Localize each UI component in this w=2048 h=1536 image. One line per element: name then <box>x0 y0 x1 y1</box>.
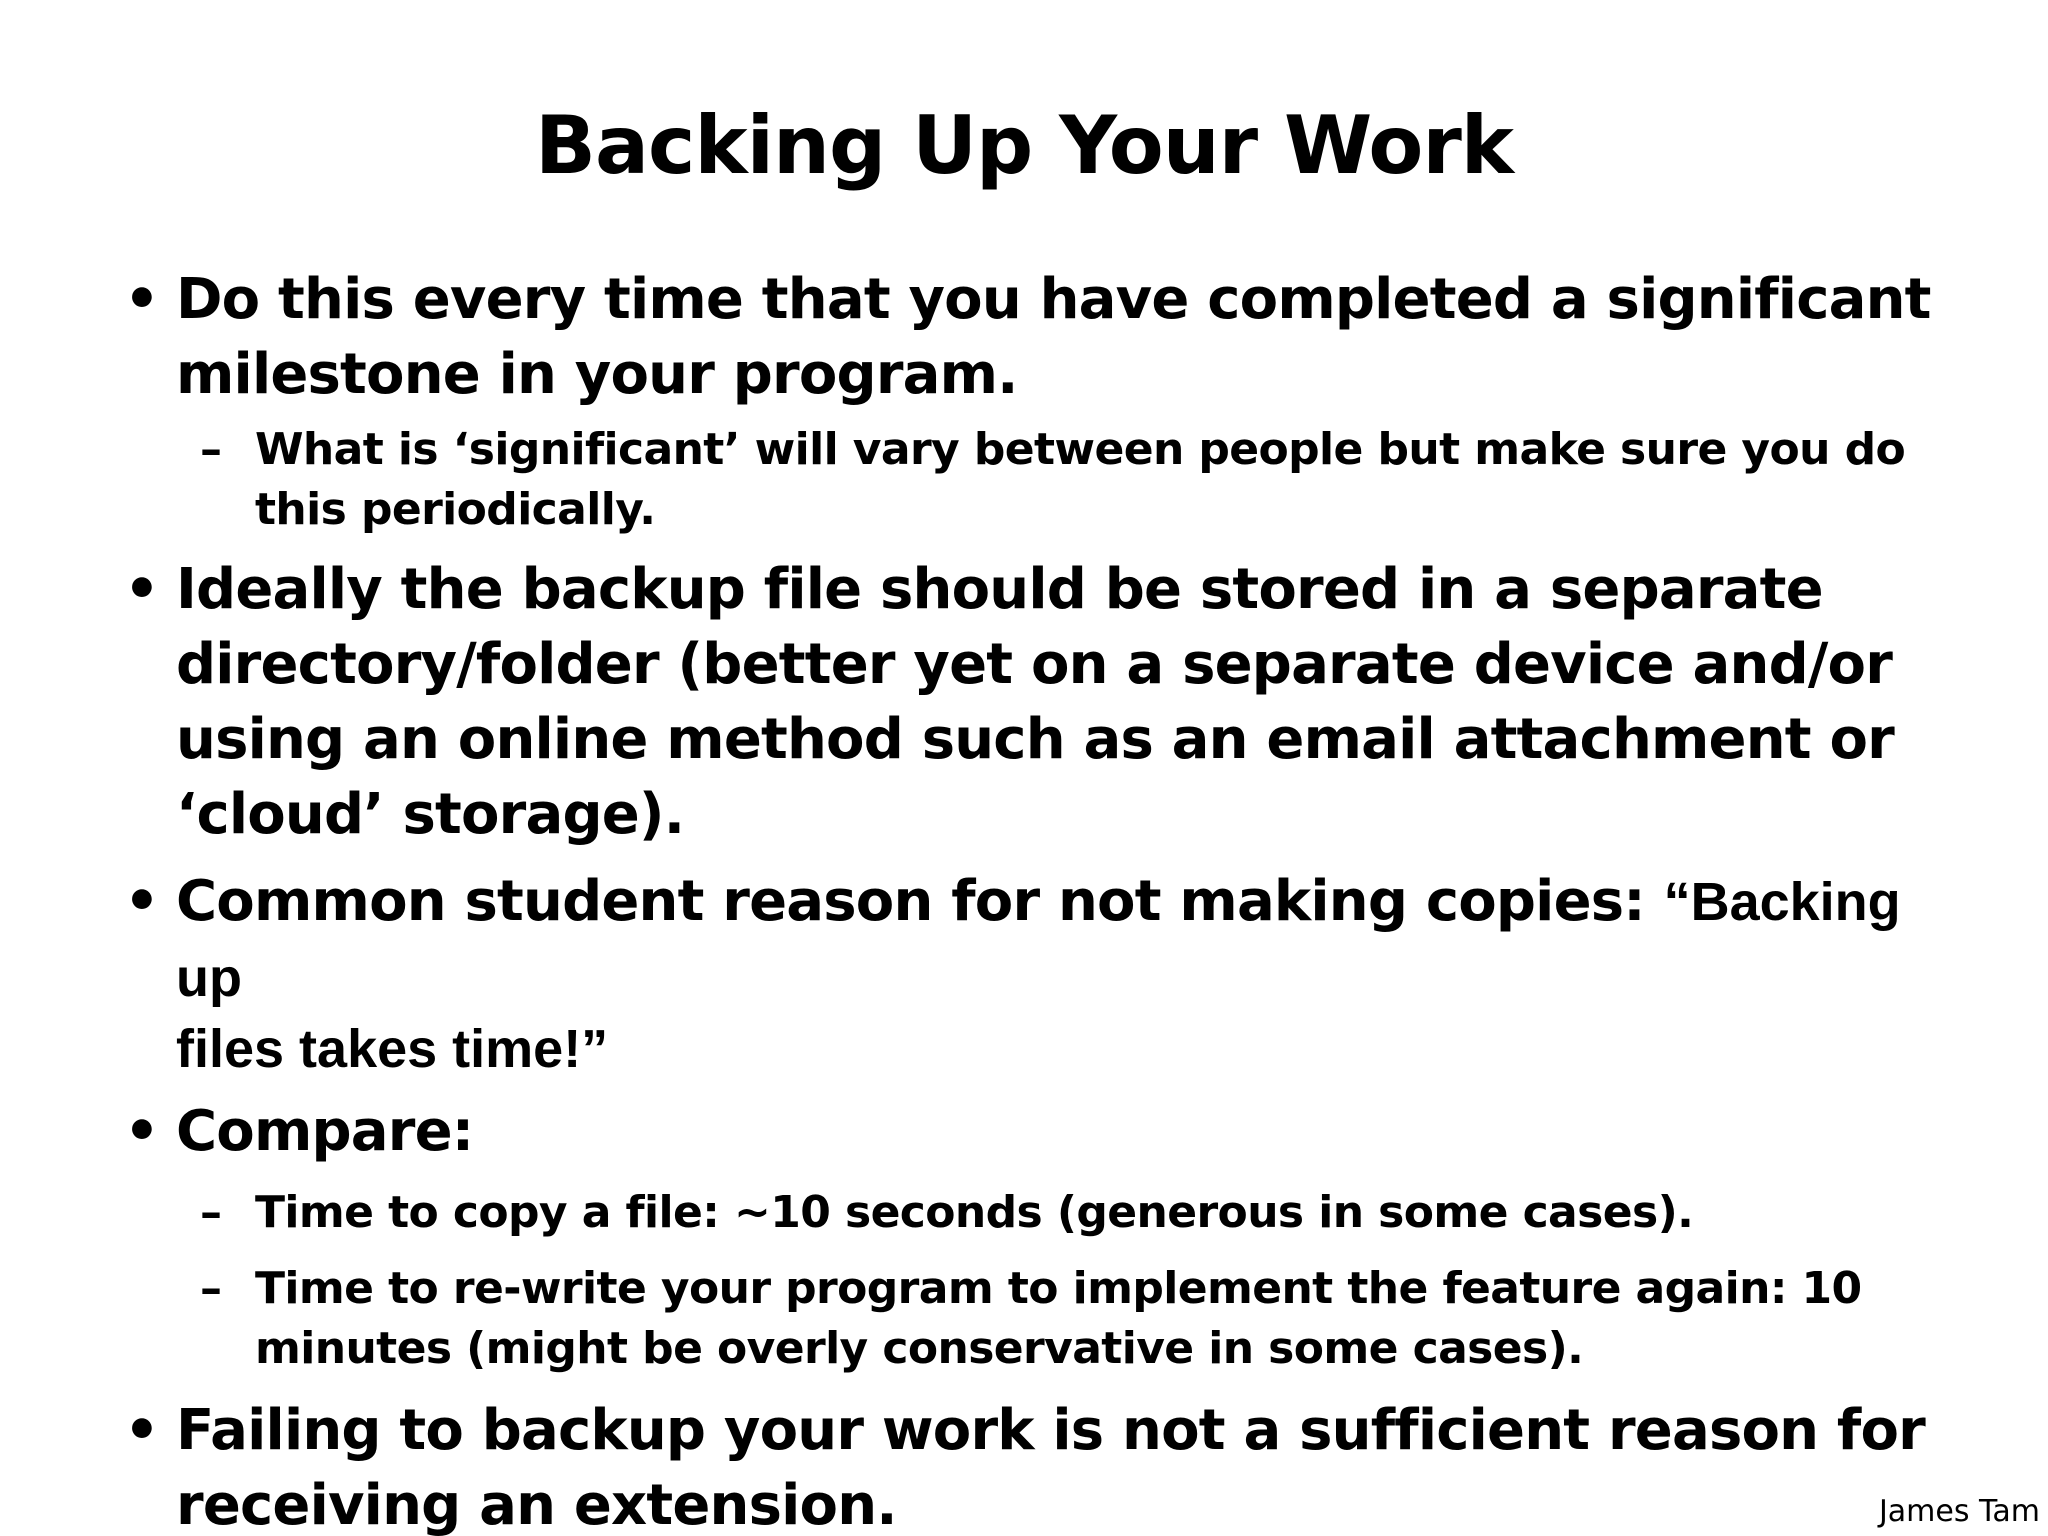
sub-bullet-marker: – <box>200 424 222 475</box>
bullet-quote: “Backing up <box>176 872 1901 1008</box>
bullet-marker: • <box>124 267 159 332</box>
bullet-text: Failing to backup your work is not a sufficient reason for receiving an extension. <box>176 1398 1925 1536</box>
sub-bullet-marker: – <box>200 1187 222 1238</box>
slide-title: Backing Up Your Work <box>535 99 1513 192</box>
bullet-text: Do this every time that you have completed a significant milestone in your program. <box>176 267 1931 407</box>
bullet-quote-continued: files takes time!” <box>176 1019 609 1079</box>
bullet-marker: • <box>124 869 159 934</box>
sub-bullet-text: Time to copy a file: ~10 seconds (generous in some cases). <box>255 1187 1694 1238</box>
bullet-marker: • <box>124 1398 159 1463</box>
footer-author: James Tam <box>1878 1494 2040 1529</box>
sub-bullet-text: Time to re-write your program to implement the feature again: 10 minutes (might be overly conservative in some cases). <box>255 1263 1862 1374</box>
bullet-text: Common student reason for not making copies: <box>176 869 1664 934</box>
bullet-item <box>120 262 1980 412</box>
sub-bullet-item <box>120 1259 1980 1379</box>
bullet-item <box>120 864 1980 1082</box>
bullet-text: Ideally the backup file should be stored in a separate directory/folder (better yet on a separate device and/or using an online method such as an email attachment or ‘cloud’ storage). <box>176 557 1894 847</box>
bullet-marker: • <box>124 557 159 622</box>
bullet-item <box>120 1094 1980 1169</box>
bullet-text: Compare: <box>176 1099 474 1164</box>
slide-content <box>120 262 1980 1536</box>
bullet-item <box>120 1393 1980 1536</box>
bullet-marker: • <box>124 1099 159 1164</box>
sub-bullet-text: What is ‘significant’ will vary between people but make sure you do this periodically. <box>255 424 1906 535</box>
bullet-item <box>120 552 1980 852</box>
sub-bullet-item <box>120 1183 1980 1243</box>
sub-bullet-item <box>120 420 1980 540</box>
sub-bullet-marker: – <box>200 1263 222 1314</box>
